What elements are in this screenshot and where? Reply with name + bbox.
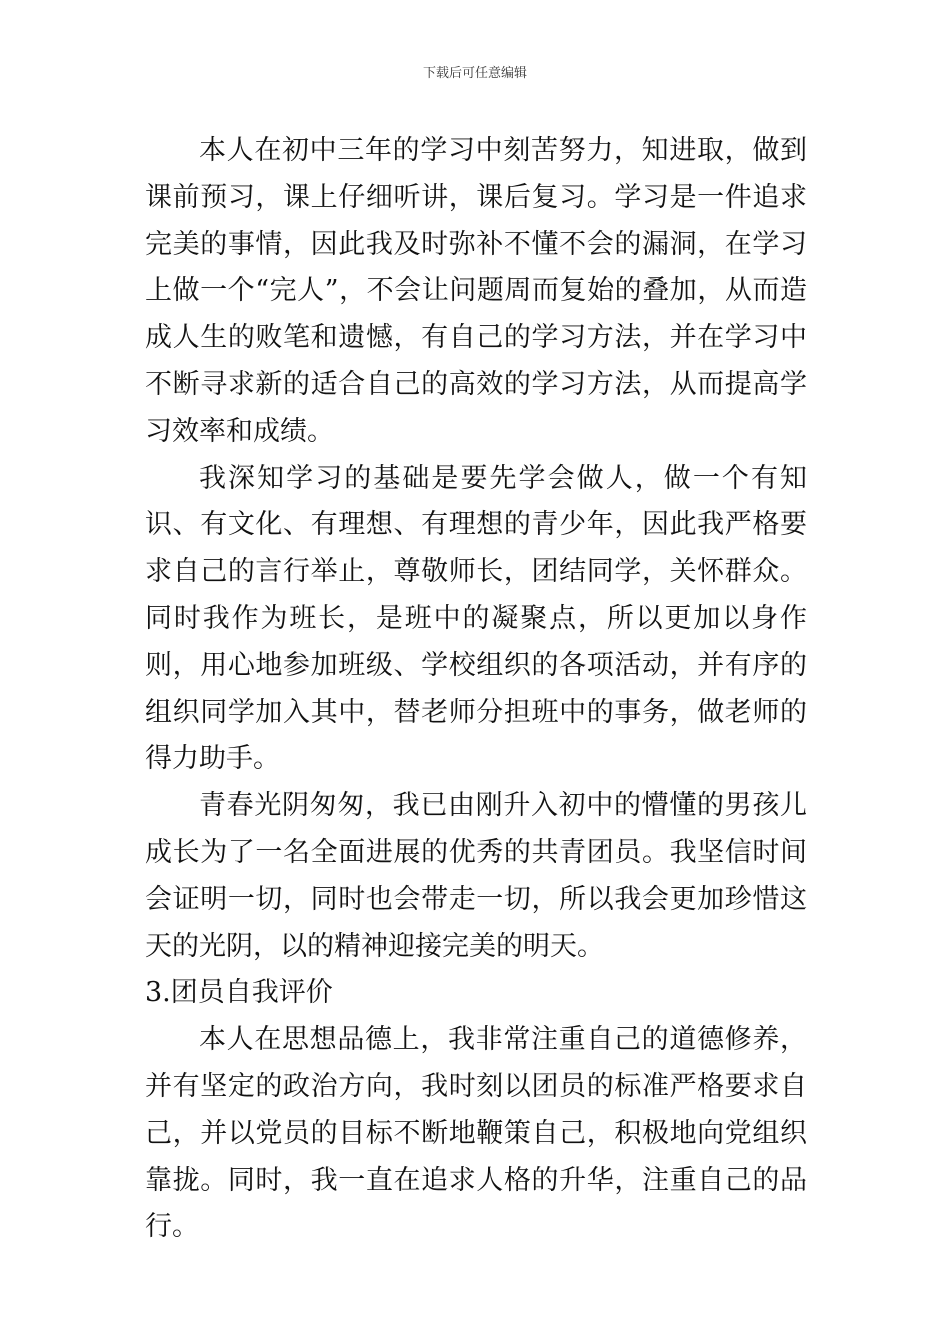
paragraph-character: 我深知学习的基础是要先学会做人，做一个有知识、有文化、有理想、有理想的青少年，因此我严格要求自己的言行举止，尊敬师长，团结同学，关怀群众。同时我作为班长，是班中的凝聚点，所以更加以身作则，用心地参加班级、学校组织的各项活动，并有序的组织同学加入其中，替老师分担班中的事务，做老师的得力助手。 bbox=[145, 462, 807, 775]
section-heading: 3.团员自我评价 bbox=[145, 977, 333, 1009]
paragraph-self-evaluation: 本人在思想品德上，我非常注重自己的道德修养，并有坚定的政治方向，我时刻以团员的标准严格要求自己，并以党员的目标不断地鞭策自己，积极地向党组织靠拢。同时，我一直在追求人格的升华，注重自己的品行。 bbox=[145, 1024, 807, 1243]
paragraph-study: 本人在初中三年的学习中刻苦努力，知进取，做到课前预习，课上仔细听讲，课后复习。学习是一件追求完美的事情，因此我及时弥补不懂不会的漏洞，在学习上做一个“完人”，不会让问题周而复始的叠加，从而造成人生的败笔和遗憾，有自己的学习方法，并在学习中不断寻求新的适合自己的高效的学习方法，从而提高学习效率和成绩。 bbox=[145, 135, 807, 447]
document-body bbox=[145, 128, 807, 1251]
paragraph-youth: 青春光阴匆匆，我已由刚升入初中的懵懂的男孩儿成长为了一名全面进展的优秀的共青团员。我坚信时间会证明一切，同时也会带走一切，所以我会更加珍惜这天的光阴，以的精神迎接完美的明天。 bbox=[145, 790, 807, 962]
page-header: 下载后可任意编辑 bbox=[422, 66, 527, 81]
